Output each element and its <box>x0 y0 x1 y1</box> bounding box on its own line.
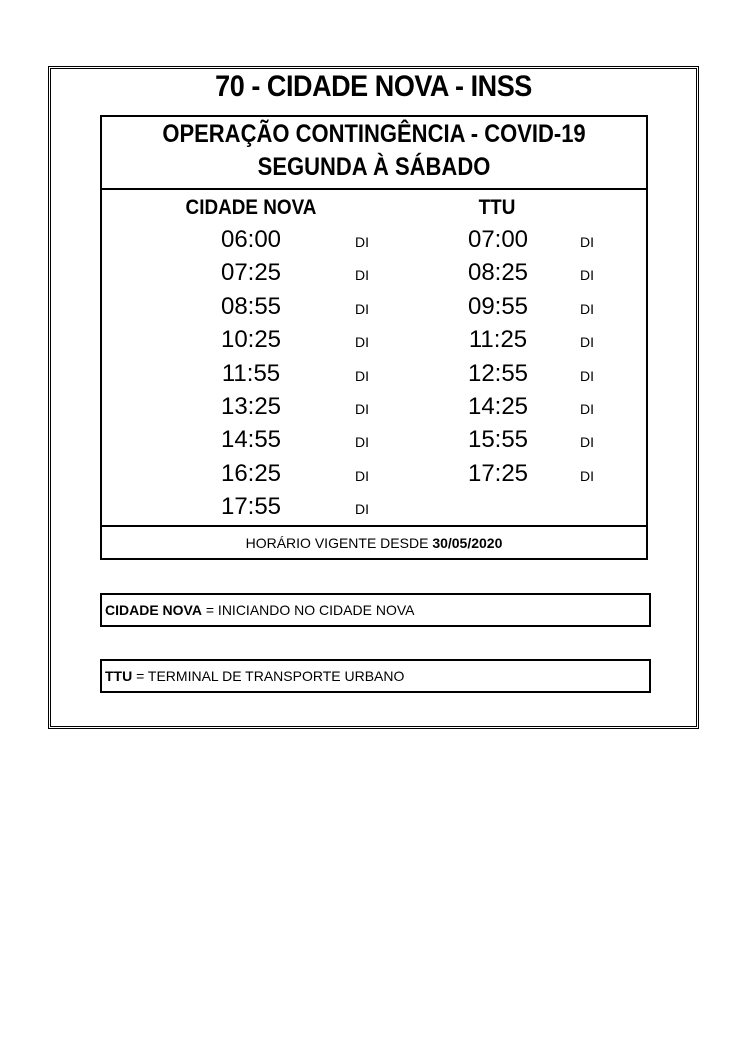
legend-term: TTU <box>105 668 133 684</box>
departure-flag: DI <box>580 334 594 351</box>
departure-time: 06:00 <box>220 226 282 253</box>
schedule-header <box>100 115 648 190</box>
legend-definition: = TERMINAL DE TRANSPORTE URBANO <box>132 668 405 684</box>
departure-flag: DI <box>355 434 369 451</box>
departure-flag: DI <box>355 401 369 417</box>
departure-time: 15:55 <box>467 426 529 454</box>
column-header-cidade-nova: CIDADE NOVA <box>185 196 317 219</box>
departure-time: 12:55 <box>467 359 529 387</box>
departure-flag: DI <box>580 367 594 384</box>
departure-time: 08:25 <box>467 259 529 287</box>
departure-flag: DI <box>580 300 594 317</box>
legend-term: CIDADE NOVA <box>105 602 202 618</box>
operating-days: SEGUNDA À SÁBADO <box>257 153 491 181</box>
departure-flag: DI <box>355 467 369 484</box>
column-header-ttu: TTU <box>478 196 516 219</box>
departure-time: 11:55 <box>221 359 281 387</box>
departure-flag: DI <box>355 300 369 317</box>
valid-since-label: HORÁRIO VIGENTE DESDE <box>245 535 429 551</box>
departure-flag: DI <box>580 267 594 284</box>
valid-since <box>100 525 648 560</box>
departure-flag: DI <box>580 401 594 417</box>
legend-definition: = INICIANDO NO CIDADE NOVA <box>201 602 415 618</box>
departure-time: 11:25 <box>468 326 528 354</box>
departure-flag: DI <box>355 334 369 351</box>
departure-flag: DI <box>355 367 369 384</box>
departure-flag: DI <box>580 434 594 451</box>
departure-flag: DI <box>355 234 369 250</box>
departure-time: 16:25 <box>220 459 282 487</box>
departure-flag: DI <box>580 234 594 250</box>
legend-cidade-nova <box>100 593 651 627</box>
departure-time: 07:00 <box>467 226 529 253</box>
departure-time: 17:55 <box>220 493 282 521</box>
departure-time: 07:25 <box>220 259 282 287</box>
valid-since-date: 30/05/2020 <box>432 535 503 551</box>
route-title: 70 - CIDADE NOVA - INSS <box>215 70 532 103</box>
departure-time: 13:25 <box>220 393 282 420</box>
departure-time: 14:55 <box>220 426 282 454</box>
departure-flag: DI <box>355 501 369 518</box>
departure-time: 08:55 <box>220 292 282 320</box>
departure-time: 09:55 <box>467 292 529 320</box>
departure-time: 14:25 <box>467 393 529 420</box>
departure-time: 10:25 <box>220 326 282 354</box>
departure-time: 17:25 <box>467 459 529 487</box>
departure-flag: DI <box>580 467 594 484</box>
legend-ttu <box>100 659 651 693</box>
operation-subtitle: OPERAÇÃO CONTINGÊNCIA - COVID-19 <box>162 120 586 148</box>
departure-flag: DI <box>355 267 369 284</box>
